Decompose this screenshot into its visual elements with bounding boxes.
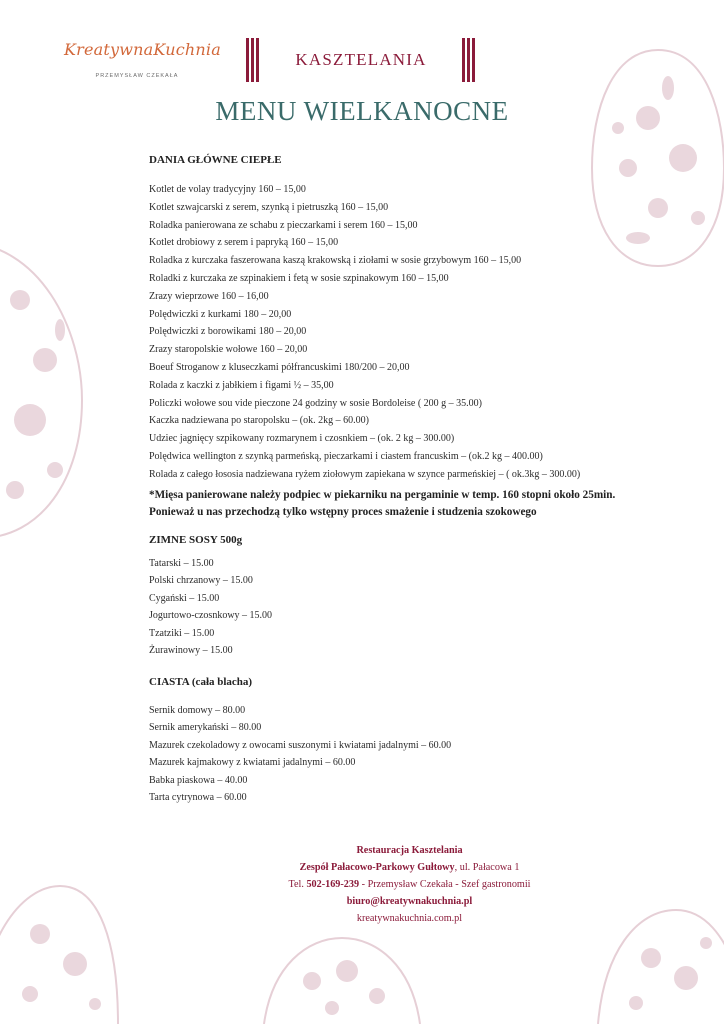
footer-phone-contact: - Przemysław Czekała - Szef gastronomii [359, 879, 531, 890]
kreatywna-kuchnia-logo [64, 40, 221, 96]
footer-website-link[interactable]: kreatywnakuchnia.com.pl [356, 913, 463, 924]
kasztelania-text: KASZTELANIA [295, 50, 427, 69]
sauces-list [149, 555, 272, 659]
cake-item: Mazurek kajmakowy z kwiatami jadalnymi – 60.00 [149, 757, 356, 769]
footer-phone [95, 876, 724, 893]
sauce-item: Polski chrzanowy – 15.00 [149, 575, 253, 587]
footer-contact [0, 842, 724, 927]
menu-item: Roladki z kurczaka ze szpinakiem i fetą w sosie szpinakowym 160 – 15,00 [149, 272, 449, 284]
menu-item: Polędwiczki z kurkami 180 – 20,00 [149, 308, 292, 320]
sauce-item: Tatarski – 15.00 [149, 558, 214, 569]
menu-item: Rolada z całego łososia nadziewana ryżem ziołowym zapiekana w szynce parmeńskiej – ( ok.3kg – 300.00) [149, 468, 581, 480]
kasztelania-logo [246, 38, 476, 82]
section-heading-sauces: ZIMNE SOSY 500g [149, 534, 243, 546]
menu-item: Polędwiczki z borowikami 180 – 20,00 [149, 326, 307, 338]
section-heading-hot: DANIA GŁÓWNE CIEPŁE [149, 154, 282, 166]
note-text [149, 487, 615, 521]
footer-email-link[interactable]: biuro@kreatywnakuchnia.pl [346, 896, 473, 907]
footer-address-street: , ul. Pałacowa 1 [454, 862, 520, 873]
footer-phone-prefix: Tel. [288, 879, 307, 890]
menu-item: Boeuf Stroganow z kluseczkami półfrancuskimi 180/200 – 20,00 [149, 361, 410, 373]
footer-phone-number[interactable]: 502-169-239 [306, 879, 360, 890]
note-line-1: *Mięsa panierowane należy podpiec w piekarniku na pergaminie w temp. 160 stopni około 25min. [149, 489, 616, 501]
sauce-item: Tzatziki – 15.00 [149, 627, 215, 639]
menu-item: Policzki wołowe sou vide pieczone 24 godziny w sosie Bordoleise ( 200 g – 35.00) [149, 397, 482, 409]
menu-item: Zrazy staropolskie wołowe 160 – 20,00 [149, 344, 308, 356]
menu-item: Kotlet de volay tradycyjny 160 – 15,00 [149, 184, 306, 195]
menu-item: Kotlet szwajcarski z serem, szynką i pietruszką 160 – 15,00 [149, 201, 389, 213]
logo-bars-right [462, 38, 476, 82]
cake-item: Tarta cytrynowa – 60.00 [149, 792, 247, 804]
logo-subtitle: PRZEMYSŁAW CZEKAŁA [95, 73, 179, 79]
floral-egg-top-right [588, 48, 724, 268]
hot-dishes-list [149, 181, 580, 484]
sauce-item: Cygański – 15.00 [149, 592, 220, 604]
menu-item: Kaczka nadziewana po staropolsku – (ok. 2kg – 60.00) [149, 415, 369, 427]
menu-item: Udziec jagnięcy szpikowany rozmarynem i czosnkiem – (ok. 2 kg – 300.00) [149, 433, 455, 445]
note-line-2: Ponieważ u nas przechodzą tylko wstępny proces smażenie i studzenia szokowego [149, 506, 537, 518]
menu-item: Roladka z kurczaka faszerowana kaszą krakowską i ziołami w sosie grzybowym 160 – 15,00 [149, 255, 522, 267]
sauce-item: Żurawinowy – 15.00 [149, 645, 233, 657]
footer-address [95, 859, 724, 876]
floral-egg-left [0, 240, 84, 540]
cakes-list [149, 702, 451, 806]
menu-item: Kotlet drobiowy z serem i papryką 160 – 15,00 [149, 237, 339, 249]
logo-script-text: KreatywnaKuchnia [64, 40, 221, 59]
section-heading-cakes: CIASTA (cała blacha) [149, 676, 253, 688]
sauce-item: Jogurtowo-czosnkowy – 15.00 [149, 610, 273, 622]
cake-item: Sernik domowy – 80.00 [149, 705, 246, 716]
page-title: MENU WIELKANOCNE [215, 96, 509, 126]
cake-item: Babka piaskowa – 40.00 [149, 774, 248, 786]
cake-item: Mazurek czekoladowy z owocami suszonymi i kwiatami jadalnymi – 60.00 [149, 739, 452, 751]
menu-item: Polędwica wellington z szynką parmeńską, pieczarkami i ciastem francuskim – (ok.2 kg – 400.00) [149, 450, 543, 462]
menu-item: Roladka panierowana ze schabu z pieczarkami i serem 160 – 15,00 [149, 219, 418, 231]
menu-item: Zrazy wieprzowe 160 – 16,00 [149, 290, 269, 302]
cake-item: Sernik amerykański – 80.00 [149, 722, 262, 734]
footer-address-place: Zespół Pałacowo-Parkowy Gułtowy [299, 862, 455, 873]
floral-egg-bottom-center [262, 936, 422, 1024]
footer-restaurant-name: Restauracja Kasztelania [356, 845, 463, 856]
menu-item: Rolada z kaczki z jabłkiem i figami ½ – 35,00 [149, 379, 334, 391]
